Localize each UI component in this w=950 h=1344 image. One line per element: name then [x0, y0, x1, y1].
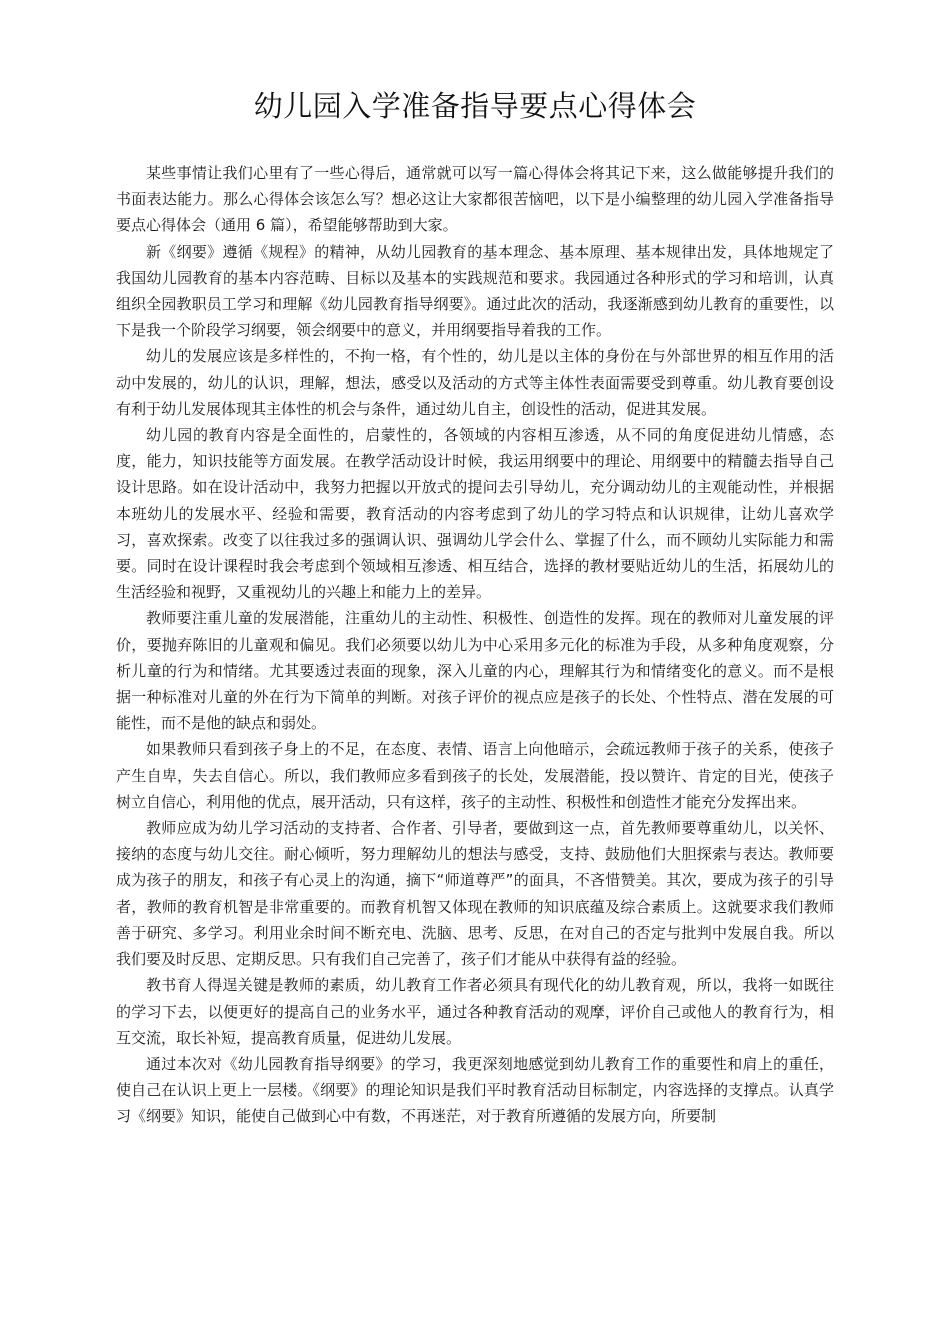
paragraph-9: 通过本次对《幼儿园教育指导纲要》的学习，我更深刻地感觉到幼儿教育工作的重要性和肩上的重任，使自己在认识上更上一层楼。《纲要》的理论知识是我们平时教育活动目标制定，内容选择的支撑点。认真学习《纲要》知识，能使自己做到心中有数，不再迷茫，对于教育所遵循的发展方向，所要制	[116, 1054, 834, 1126]
paragraph-4: 幼儿园的教育内容是全面性的，启蒙性的，各领域的内容相互渗透，从不同的角度促进幼儿情感，态度，能力，知识技能等方面发展。在教学活动设计时候，我运用纲要中的理论、用纲要中的精髓去指导自己设计思路。如在设计活动中，我努力把握以开放式的提问去引导幼儿，充分调动幼儿的主观能动性，并根据本班幼儿的发展水平、经验和需要，教育活动的内容考虑到了幼儿的学习特点和认识规律，让幼儿喜欢学习，喜欢探索。改变了以往我过多的强调认识、强调幼儿学会什么、掌握了什么，而不顾幼儿实际能力和需要。同时在设计课程时我会考虑到个领域相互渗透、相互结合，选择的教材要贴近幼儿的生活，拓展幼儿的生活经验和视野，又重视幼儿的兴趣上和能力上的差异。	[116, 426, 834, 602]
paragraph-5: 教师要注重儿童的发展潜能，注重幼儿的主动性、积极性、创造性的发挥。现在的教师对儿童发展的评价，要抛弃陈旧的儿童观和偏见。我们必须要以幼儿为中心采用多元化的标准为手段，从多种角度观察，分析儿童的行为和情绪。尤其要透过表面的现象，深入儿童的内心，理解其行为和情绪变化的意义。而不是根据一种标准对儿童的外在行为下简单的判断。对孩子评价的视点应是孩子的长处、个性特点、潜在发展的可能性，而不是他的缺点和弱处。	[116, 609, 834, 733]
paragraph-2: 新《纲要》遵循《规程》的精神，从幼儿园教育的基本理念、基本原理、基本规律出发，具体地规定了我国幼儿园教育的基本内容范畴、目标以及基本的实践规范和要求。我园通过各种形式的学习和培训，认真组织全园教职员工学习和理解《幼儿园教育指导纲要》。通过此次的活动，我逐渐感到幼儿教育的重要性，以下是我一个阶段学习纲要，领会纲要中的意义，并用纲要指导着我的工作。	[116, 242, 834, 340]
paragraph-8: 教书育人得逞关键是教师的素质，幼儿教育工作者必须具有现代化的幼儿教育观，所以，我将一如既往的学习下去，以便更好的提高自己的业务水平，通过各种教育活动的观摩，评价自己或他人的教育行为，相互交流，取长补短，提高教育质量，促进幼儿发展。	[116, 976, 834, 1047]
paragraph-6: 如果教师只看到孩子身上的不足，在态度、表情、语言上向他暗示，会疏远教师于孩子的关系，使孩子产生自卑，失去自信心。所以，我们教师应多看到孩子的长处，发展潜能，投以赞许、肯定的目光，使孩子树立自信心，利用他的优点，展开活动，只有这样，孩子的主动性、积极性和创造性才能充分发挥出来。	[116, 740, 834, 811]
paragraph-1: 某些事情让我们心里有了一些心得后，通常就可以写一篇心得体会将其记下来，这么做能够提升我们的书面表达能力。那么心得体会该怎么写？想必这让大家都很苦恼吧，以下是小编整理的幼儿园入学准备指导要点心得体会（通用 6 篇），希望能够帮助到大家。	[116, 164, 834, 235]
page-title: 幼儿园入学准备指导要点心得体会	[253, 89, 697, 123]
paragraph-7: 教师应成为幼儿学习活动的支持者、合作者、引导者，要做到这一点，首先教师要尊重幼儿，以关怀、接纳的态度与幼儿交往。耐心倾听，努力理解幼儿的想法与感受，支持、鼓励他们大胆探索与表达。教师要成为孩子的朋友，和孩子有心灵上的沟通，摘下“师道尊严”的面具，不吝惜赞美。其次，要成为孩子的引导者，教师的教育机智是非常重要的。而教育机智又体现在教师的知识底蕴及综合素质上。这就要求我们教师善于研究、多学习。利用业余时间不断充电、洗脑、思考、反思，在对自己的否定与批判中发展自我。所以我们要及时反思、定期反思。只有我们自己完善了，孩子们才能从中获得有益的经验。	[116, 819, 834, 969]
paragraph-3: 幼儿的发展应该是多样性的，不拘一格，有个性的，幼儿是以主体的身份在与外部世界的相互作用的活动中发展的，幼儿的认识，理解，想法，感受以及活动的方式等主体性表面需要受到尊重。幼儿教育要创设有利于幼儿发展体现其主体性的机会与条件，通过幼儿自主，创设性的活动，促进其发展。	[116, 347, 834, 418]
document-body	[116, 160, 834, 1130]
